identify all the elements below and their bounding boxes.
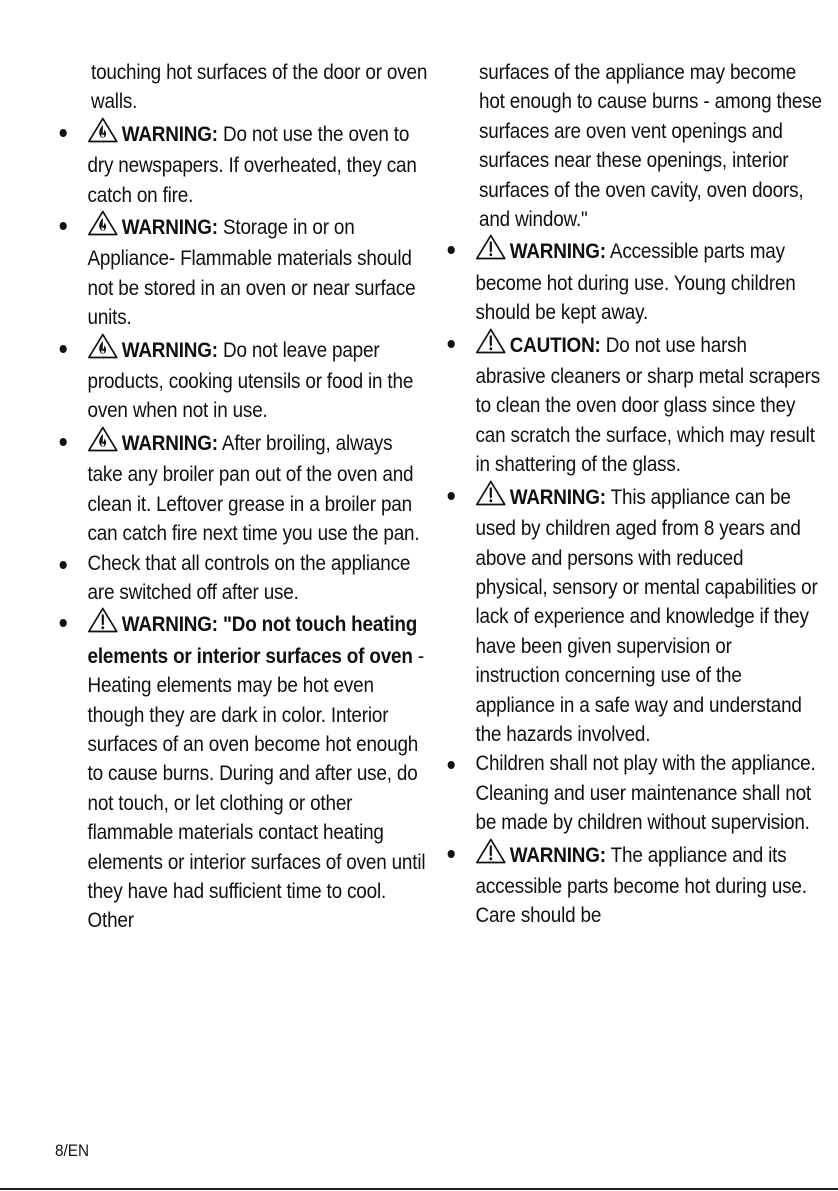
warning-label: WARNING: [121, 431, 218, 455]
fire-warning-icon [88, 333, 119, 367]
left-column [56, 58, 428, 936]
bullet-item [444, 749, 820, 837]
warning-triangle-icon [476, 234, 507, 268]
warning-label: WARNING: [509, 485, 606, 509]
bullet-item [444, 480, 820, 750]
bullet-dot [60, 345, 67, 353]
fire-warning-icon [88, 426, 119, 460]
bullet-text: - Heating elements may be hot even though they are dark in color. Interior surfaces of an oven become hot enough to cause burns. During and after use, do not touch, or let clothing or other flammable materials contact heating elements or interior surfaces of oven until they have had sufficient time to cool. Other [87, 644, 426, 933]
bullet-text: After broiling, always take any broiler pan out of the oven and clean it. Leftover grease in a broiler pan can catch fire next time you use the pan. [87, 431, 420, 546]
right-bullet-list [444, 234, 821, 930]
bullet-item [56, 333, 432, 426]
bullet-dot [60, 222, 67, 230]
warning-triangle-icon [476, 480, 507, 514]
bullet-dot [448, 492, 455, 500]
fire-warning-icon [88, 210, 119, 244]
bullet-item [444, 234, 820, 327]
bullet-dot [60, 561, 67, 569]
warning-label: WARNING: "Do not touch heating elements or interior surfaces of oven [87, 613, 418, 668]
left-bullet-list [56, 117, 426, 936]
bullet-text: Storage in or on Appliance- Flammable materials should not be stored in an oven or near surface units. [87, 216, 416, 330]
bullet-dot [60, 619, 67, 627]
continuation-text: surfaces of the appliance may become hot enough to cause burns - among these surfaces are oven vent openings and surfaces near these openings, interior surfaces of the oven cavity, oven doors, and window." [479, 61, 822, 232]
bullet-dot [448, 850, 455, 858]
bullet-text: Accessible parts may become hot during use. Young children should be kept away. [475, 240, 796, 325]
warning-label: WARNING: [121, 338, 218, 362]
bullet-item [444, 328, 820, 480]
bullet-item [56, 117, 432, 210]
warning-label: CAUTION: [509, 333, 601, 357]
fire-warning-icon [88, 117, 119, 151]
bullet-text: Do not use harsh abrasive cleaners or sharp metal scrapers to clean the oven door glass since they can scratch the surface, which may result in shattering of the glass. [475, 333, 821, 477]
bullet-item [56, 210, 432, 333]
bullet-dot [448, 761, 455, 769]
warning-label: WARNING: [121, 122, 218, 146]
bullet-item [56, 549, 432, 608]
page-number: 8/EN [55, 1141, 90, 1160]
bullet-text: This appliance can be used by children aged from 8 years and above and persons with reduced physical, sensory or mental capabilities or lack of experience and knowledge if they have been given supervision or instruction concerning use of the appliance in a safe way and understand the hazards involved. [475, 485, 818, 746]
bullet-item [56, 607, 432, 935]
bullet-text: Check that all controls on the appliance are switched off after use. [87, 551, 411, 604]
bullet-text: Do not leave paper products, cooking utensils or food in the oven when not in use. [87, 338, 414, 423]
bullet-item [444, 838, 820, 931]
bullet-item [56, 426, 432, 549]
warning-triangle-icon [88, 607, 119, 641]
bullet-dot [60, 438, 67, 446]
bullet-dot [448, 340, 455, 348]
bullet-text: Do not use the oven to dry newspapers. If overheated, they can catch on fire. [87, 122, 417, 207]
bullet-text: The appliance and its accessible parts become hot during use. Care should be [475, 843, 807, 928]
warning-triangle-icon [476, 328, 507, 362]
continuation-text: touching hot surfaces of the door or oven walls. [91, 61, 428, 114]
warning-label: WARNING: [509, 843, 606, 867]
warning-label: WARNING: [121, 216, 218, 240]
warning-triangle-icon [476, 838, 507, 872]
bottom-rule [0, 1188, 838, 1190]
bullet-text: Children shall not play with the appliance. Cleaning and user maintenance shall not be made by children without supervision. [475, 752, 816, 835]
bullet-dot [448, 246, 455, 254]
warning-label: WARNING: [509, 240, 606, 264]
bullet-dot [60, 129, 67, 137]
right-column [444, 58, 822, 931]
